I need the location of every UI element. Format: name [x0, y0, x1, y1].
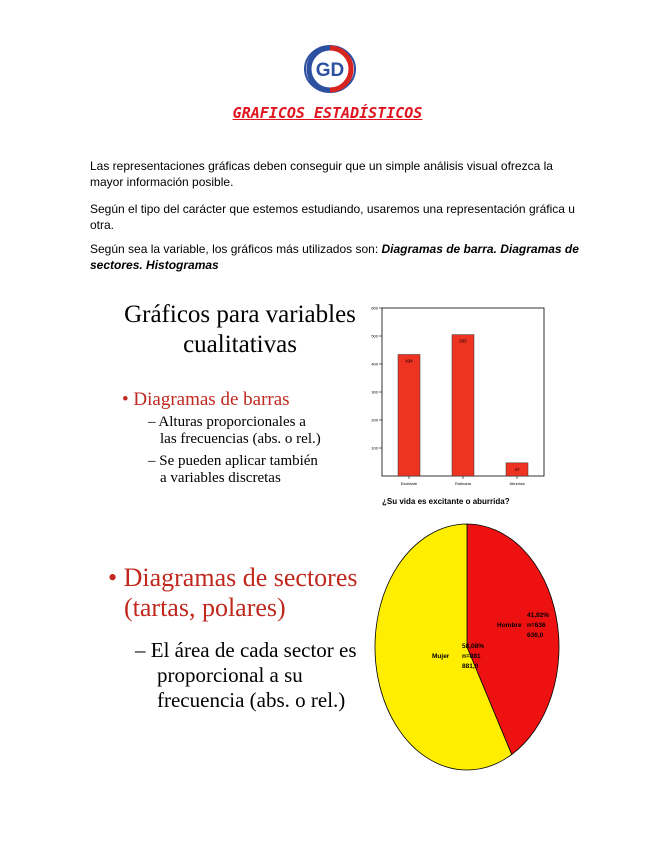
bar-chart-xlabel: ¿Su vida es excitante o aburrida?	[382, 497, 510, 506]
pie-category-label: Mujer	[432, 653, 450, 660]
y-tick-label: 400	[371, 361, 378, 367]
y-tick-label: 200	[371, 417, 378, 423]
slide1-subbullet-2	[148, 453, 318, 487]
bar-value-label: 434	[405, 358, 413, 364]
slide1-bullet: • Diagramas de barras	[122, 389, 290, 410]
bar	[452, 335, 474, 476]
x-tick-label: Rutinaria	[454, 481, 472, 486]
y-tick-label: 100	[371, 445, 378, 451]
logo-text: GD	[315, 60, 345, 81]
bar	[398, 354, 420, 476]
pie-value-label: 636,0	[527, 632, 544, 639]
slide1-sub2-line-b: a variables discretas	[160, 470, 281, 486]
x-tick-label: Aburrida	[509, 481, 525, 486]
intro-paragraph-3-text: Según sea la variable, los gráficos más utilizados son:	[90, 242, 382, 256]
slide1-sub1-line-b: las frecuencias (abs. o rel.)	[160, 431, 321, 447]
intro-paragraph-2: Según el tipo del carácter que estemos estudiando, usaremos una representación gráfica u otra.	[90, 202, 575, 232]
y-tick-label: 500	[371, 333, 378, 339]
slide1-sub2-line-a: – Se pueden aplicar también	[148, 453, 318, 469]
slide1-subbullet-1	[148, 414, 321, 448]
x-tick-label: Excitante	[400, 481, 418, 486]
slide2-bullet-line-a: • Diagramas de sectores	[108, 563, 358, 592]
pie-count-label: n=881	[462, 653, 481, 660]
intro-paragraph-3	[90, 241, 580, 273]
slide2-sub-line-b: proporcional a su	[157, 663, 303, 687]
pie-category-label: Hombre	[497, 622, 522, 629]
slide1-sub1-line-a: – Alturas proporcionales a	[148, 414, 306, 430]
slide1-title: Gráficos para variables cualitativas	[124, 301, 356, 358]
y-tick-label: 600	[371, 305, 378, 311]
chart-types-list: Diagramas de barra. Diagramas de sectores. Histogramas	[90, 242, 579, 272]
slide2-bullet-line-b: (tartas, polares)	[124, 593, 286, 622]
slide2-subbullet	[135, 638, 357, 713]
pie-percent-label: 41,92%	[527, 612, 550, 619]
slide2-sub-line-c: frecuencia (abs. o rel.)	[157, 688, 346, 712]
pie-percent-label: 58,08%	[462, 643, 485, 650]
logo	[303, 44, 357, 94]
intro-paragraph-1: Las representaciones gráficas deben conseguir que un simple análisis visual ofrezca la mayor información posible.	[90, 159, 553, 189]
page-title: GRAFICOS ESTADÍSTICOS	[232, 104, 423, 122]
pie-value-label: 881,0	[462, 663, 479, 670]
pie-count-label: n=636	[527, 622, 546, 629]
y-tick-label: 300	[371, 389, 378, 395]
pie-chart	[372, 522, 562, 772]
bar-value-label: 47	[514, 466, 520, 472]
slide2-bullet	[108, 563, 358, 623]
slide2-sub-line-a: – El área de cada sector es	[135, 638, 357, 662]
bar-chart	[362, 300, 547, 510]
bar-value-label: 505	[459, 338, 467, 344]
